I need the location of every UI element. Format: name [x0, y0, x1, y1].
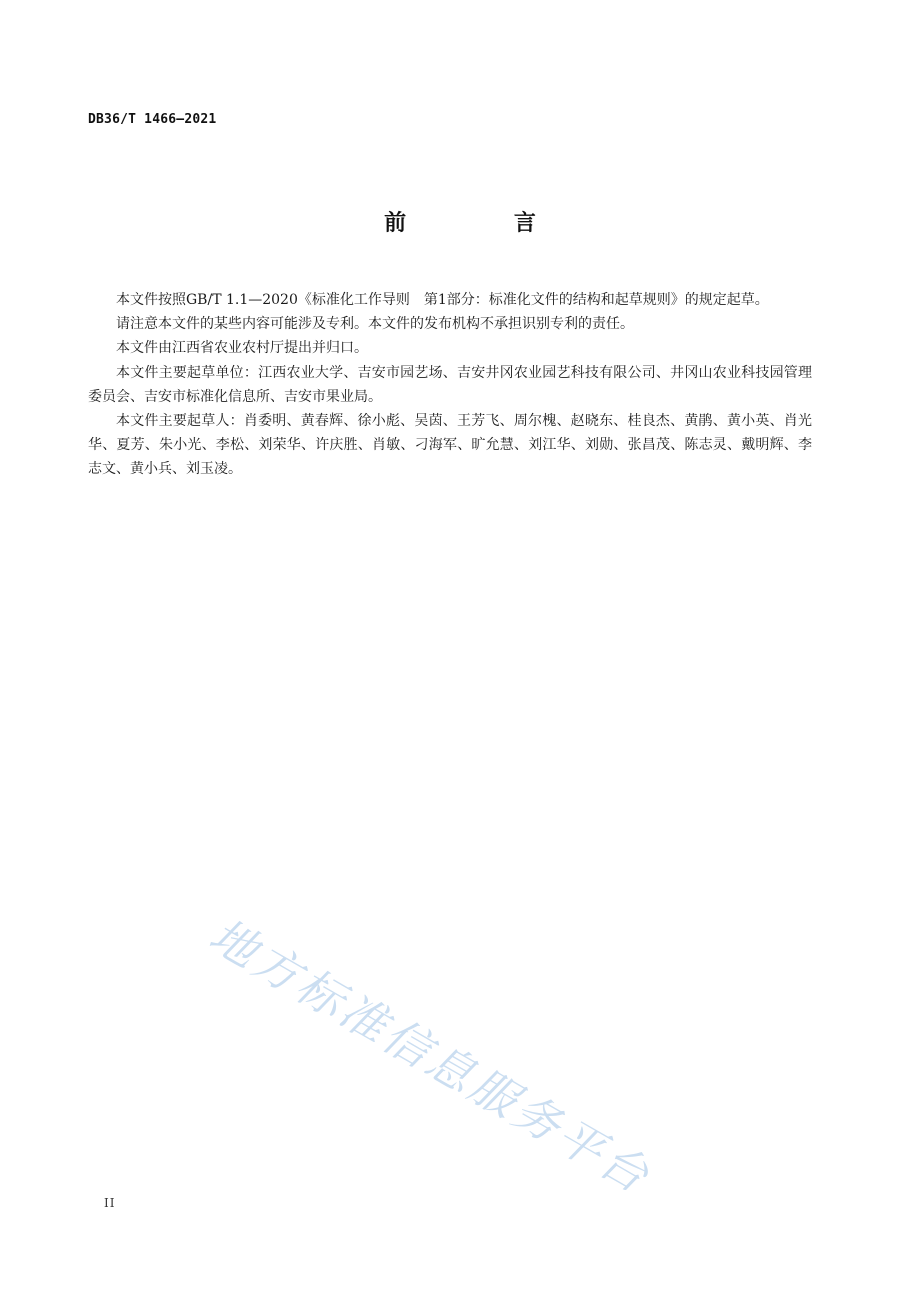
paragraph-drafting-basis: 本文件按照GB/T 1.1—2020《标准化工作导则 第1部分：标准化文件的结构和起草规则》的规定起草。: [116, 292, 769, 308]
page-number: II: [104, 1196, 116, 1210]
foreword-body: [88, 288, 812, 482]
paragraph-drafting-units: 本文件主要起草单位：江西农业大学、吉安市园艺场、吉安井冈农业园艺科技有限公司、井冈山农业科技园管理委员会、吉安市标准化信息所、吉安市果业局。: [88, 364, 812, 405]
document-code: DB36/T 1466—2021: [88, 112, 217, 127]
paragraph-proposer: 本文件由江西省农业农村厅提出并归口。: [116, 340, 368, 357]
paragraph-drafters: 本文件主要起草人：肖委明、黄春辉、徐小彪、吴茵、王芳飞、周尔槐、赵晓东、桂良杰、黄鹃、黄小英、肖光华、夏芳、朱小光、李松、刘荣华、许庆胜、肖敏、刁海军、旷允慧、刘江华、刘勋、张昌茂、陈志灵、戴明辉、李志文、黄小兵、刘玉凌。: [88, 413, 812, 478]
watermark: 地方标准信息服务平台: [200, 907, 661, 1205]
page-title: 前 言: [384, 211, 586, 236]
paragraph-patent-notice: 请注意本文件的某些内容可能涉及专利。本文件的发布机构不承担识别专利的责任。: [116, 316, 634, 333]
